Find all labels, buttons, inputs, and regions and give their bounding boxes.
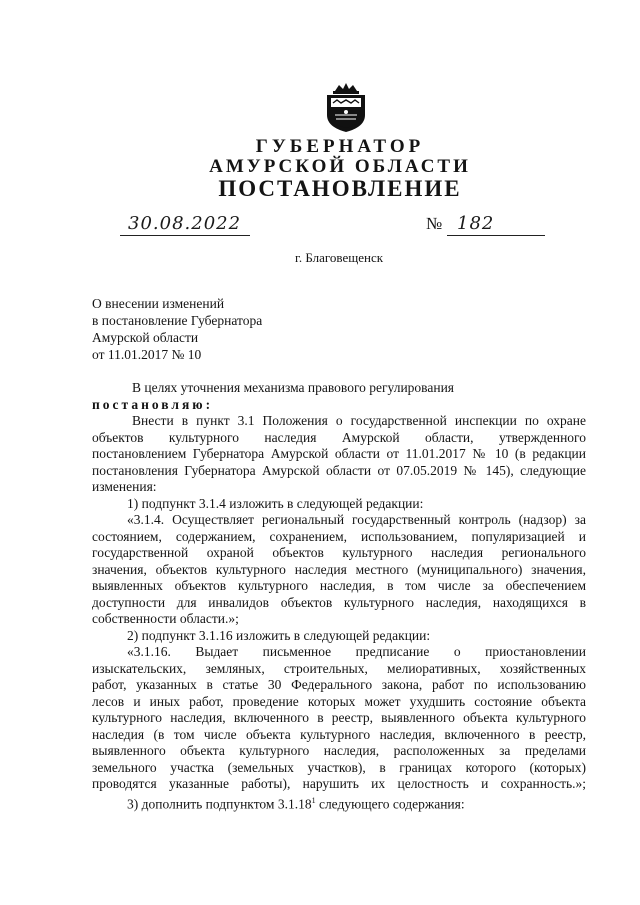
document-date: 30.08.2022 — [128, 213, 242, 234]
governor-title: ГУБЕРНАТОР — [255, 136, 425, 157]
document-date-field — [120, 212, 250, 238]
body-line: проводятся указанные работы), нарушить их целостность и сохранность.»; — [92, 776, 586, 791]
coat-of-arms-emblem — [321, 81, 371, 133]
number-underline — [447, 235, 545, 236]
document-type-title: ПОСТАНОВЛЕНИЕ — [218, 176, 462, 201]
body-line: «3.1.16. Выдает письменное предписание о приостановлении — [127, 644, 586, 659]
body-line: государственной охраной объектов культурного наследия регионального — [92, 545, 586, 560]
body-line: земельного участка (земельных участков), в границах которого (которых) — [92, 759, 586, 775]
body-line: состоянием, содержанием, сохранением, использованием, популяризацией и — [92, 528, 586, 544]
document-subject — [92, 295, 262, 363]
amendment-item-2: 2) подпункт 3.1.16 изложить в следующей редакции: — [127, 627, 431, 643]
body-line: объектов культурного наследия Амурской области, утвержденного — [92, 429, 586, 445]
body-line: постановления Губернатора Амурской области от 07.05.2019 № 145), следующие — [92, 462, 586, 478]
body-line: изменения: — [92, 479, 157, 494]
document-body — [92, 380, 586, 813]
body-line: культурного наследия, включенного в реестр, выявленного объекта культурного — [92, 710, 586, 725]
number-sign: № — [426, 214, 443, 233]
subject-line: Амурской области — [92, 330, 199, 345]
date-underline — [120, 235, 250, 236]
subject-line: от 11.01.2017 № 10 — [92, 347, 202, 362]
document-number: 182 — [457, 213, 495, 234]
city-label: г. Благовещенск — [294, 250, 384, 265]
body-line: «3.1.4. Осуществляет региональный государственный контроль (надзор) за — [127, 512, 586, 527]
body-line: доступности для инвалидов объектов культурного наследия, находящихся в — [92, 594, 586, 610]
subject-line: О внесении изменений — [92, 296, 225, 311]
amendment-item-1: 1) подпункт 3.1.4 изложить в следующей редакции: — [127, 495, 424, 511]
item3-text: 3) дополнить подпунктом 3.1.18 — [127, 796, 312, 811]
body-line: наследия (в том числе объекта культурного наследия, включенного в реестр, — [92, 726, 586, 742]
body-line: постановлением Губернатора Амурской области от 11.01.2017 № 10 (в редакции — [92, 446, 586, 461]
resolve-word: постановляю: — [92, 396, 214, 412]
body-line: работ, указанных в статье 30 Федерального закона, работ по использованию — [92, 677, 586, 692]
body-line: выявленного объекта культурного наследия, расположенных за пределами — [92, 743, 586, 758]
body-line: Внести в пункт 3.1 Положения о государственной инспекции по охране — [132, 413, 586, 428]
region-title: АМУРСКОЙ ОБЛАСТИ — [209, 156, 471, 177]
body-line: лесов и иных работ, проведение которых может ухудшить состояние объекта — [92, 693, 586, 709]
item3-superscript: 1 — [311, 795, 316, 805]
subject-line: в постановление Губернатора — [92, 313, 263, 328]
body-line: значения, объектов культурного наследия местного (муниципального) значения, — [92, 561, 586, 577]
item3-text-end: следующего содержания: — [315, 796, 465, 811]
body-line: собственности области.»; — [92, 611, 239, 626]
amendment-item-3 — [92, 793, 586, 813]
document-number-field — [447, 212, 545, 238]
body-line: изыскательских, земляных, строительных, мелиоративных, хозяйственных — [92, 660, 586, 676]
intro-paragraph: В целях уточнения механизма правового регулирования — [132, 380, 455, 395]
body-line: выявленных объектов культурного наследия, в том числе за обеспечением — [92, 578, 586, 593]
